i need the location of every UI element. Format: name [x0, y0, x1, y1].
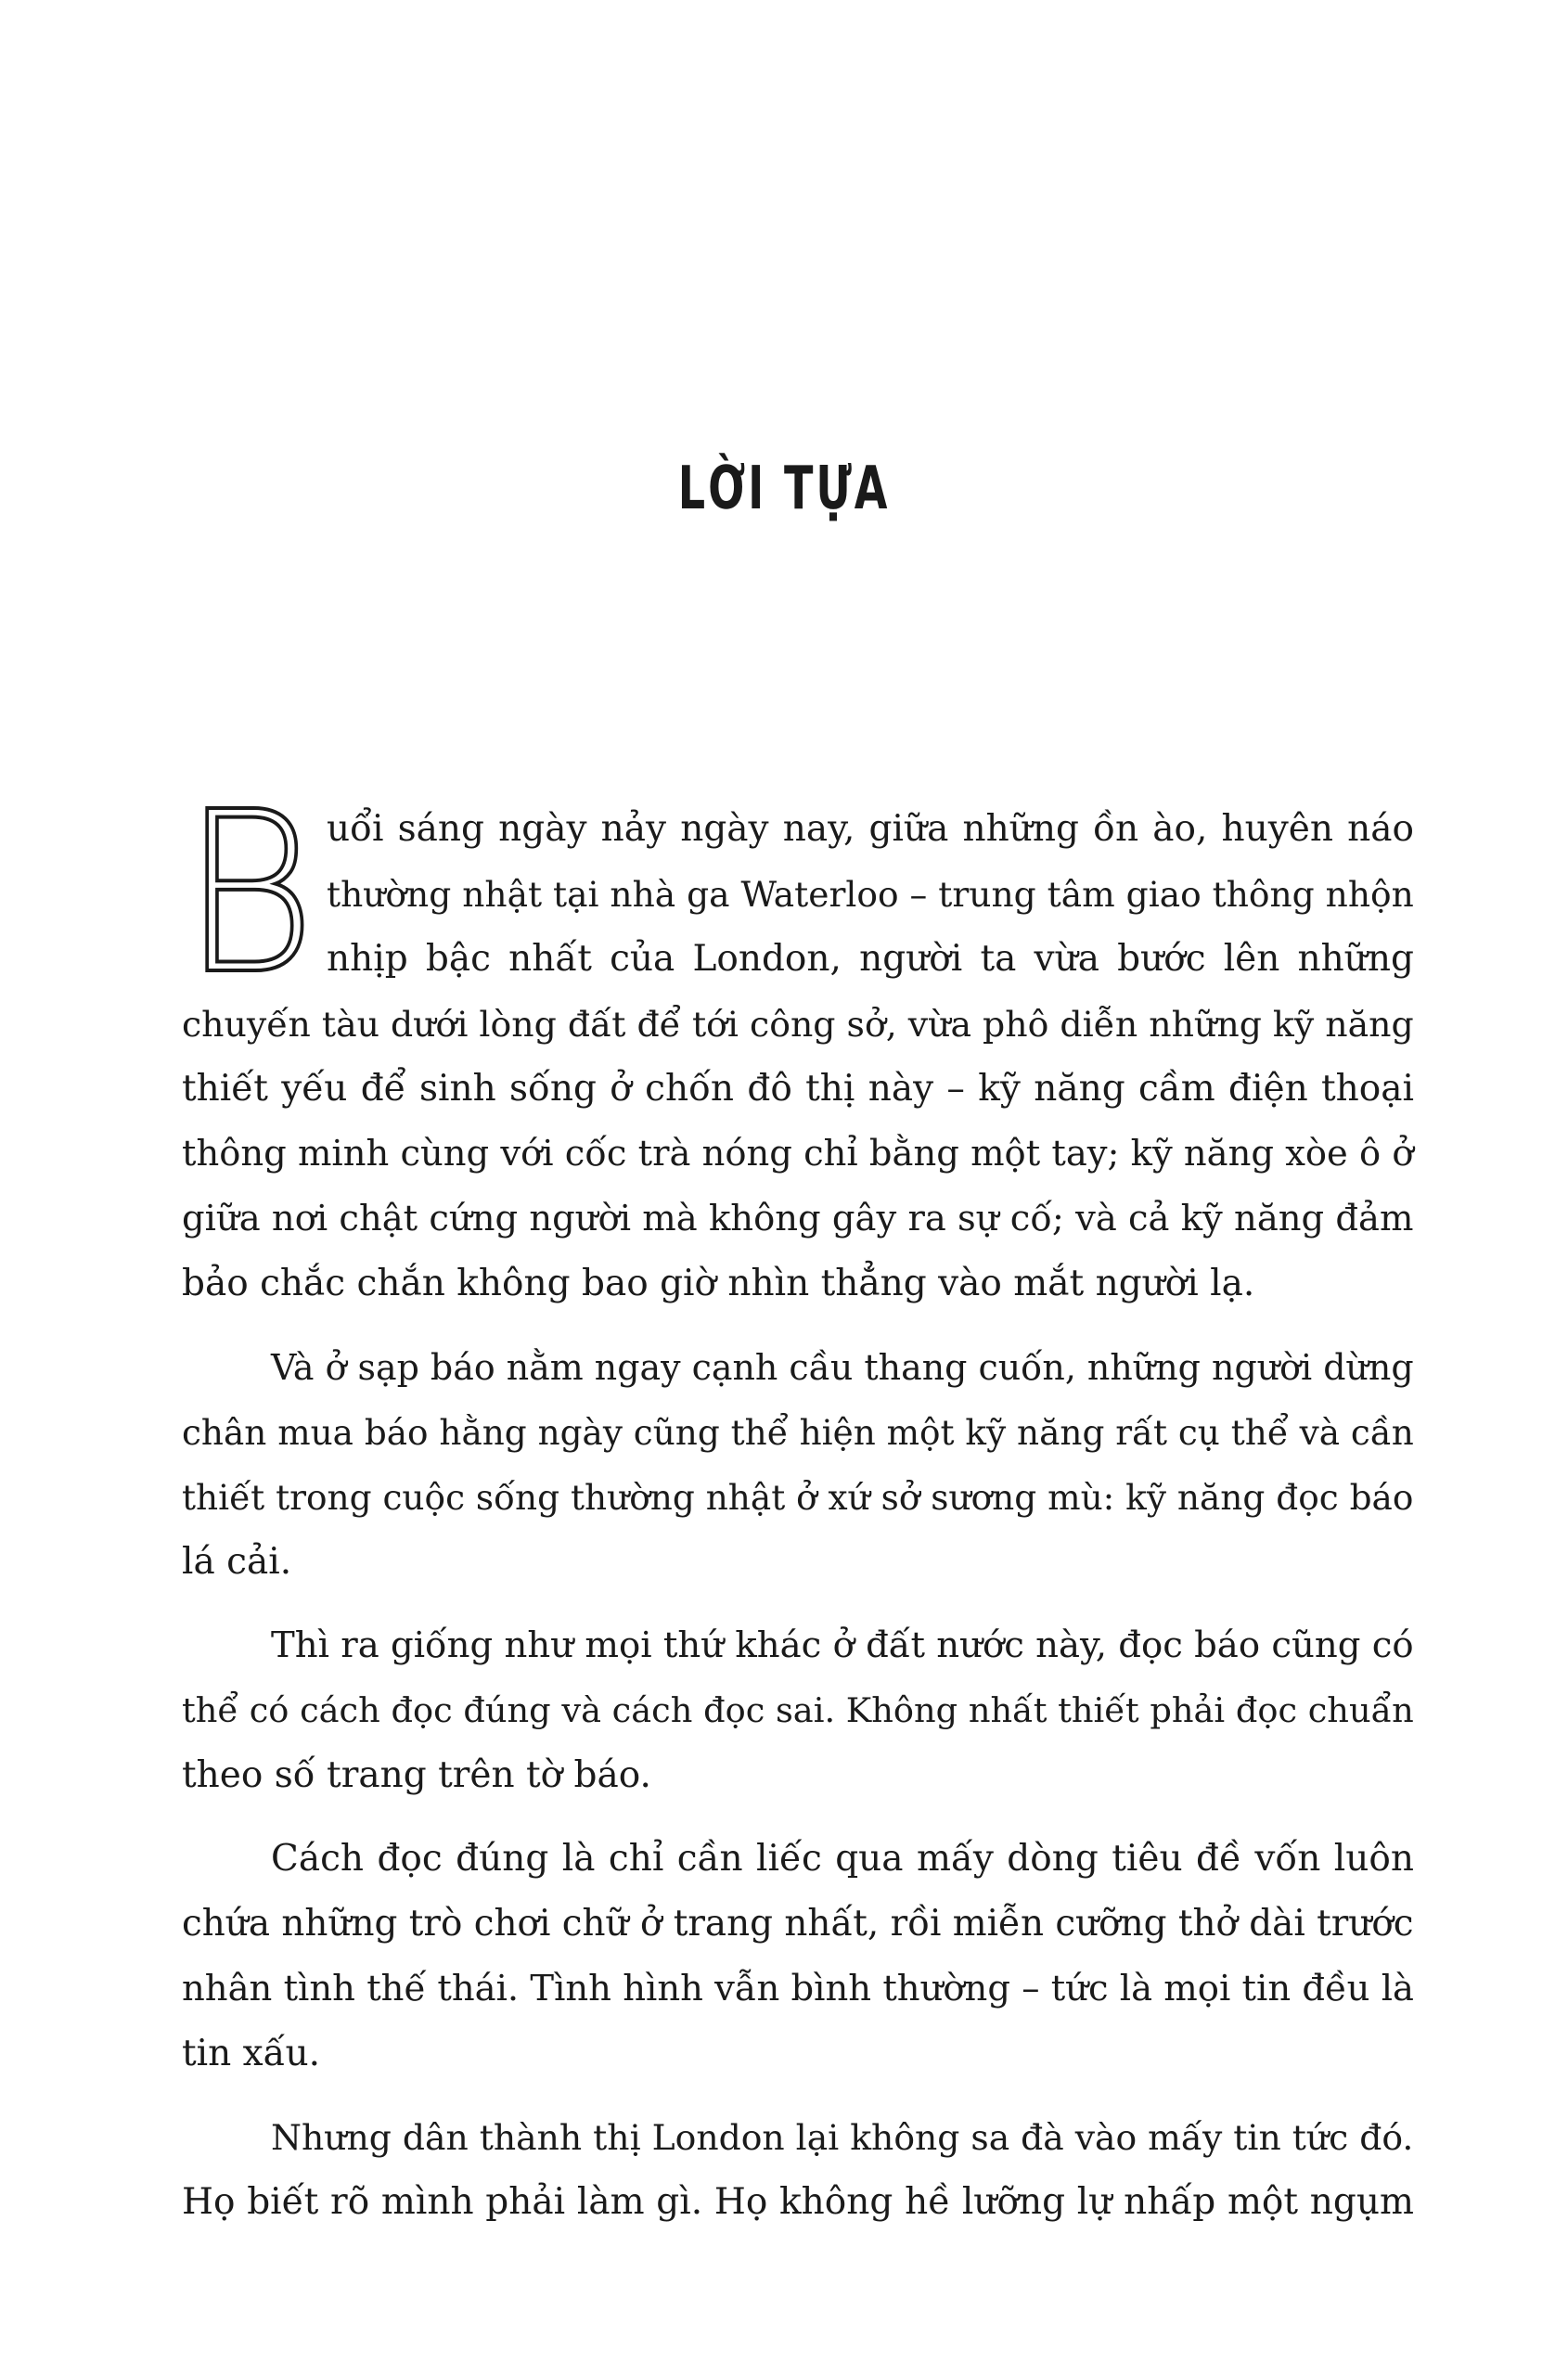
paragraph-line: uổi sáng ngày nảy ngày nay, giữa những ồn ào, huyên náo — [327, 808, 1414, 850]
paragraph-line: chứa những trò chơi chữ ở trang nhất, rồi miễn cưỡng thở dài trước — [182, 1903, 1414, 1945]
paragraph-line: thường nhật tại nhà ga Waterloo – trung tâm giao thông nhộn — [327, 874, 1414, 915]
paragraph-line: tin xấu. — [182, 2033, 321, 2074]
paragraph-line: Và ở sạp báo nằm ngay cạnh cầu thang cuốn, những người dừng — [271, 1347, 1414, 1388]
drop-cap: B — [182, 764, 316, 1023]
paragraph-line: nhịp bậc nhất của London, người ta vừa bước lên những — [327, 938, 1414, 980]
paragraph-line: thiết yếu để sinh sống ở chốn đô thị này – kỹ năng cầm điện thoại — [182, 1068, 1414, 1110]
paragraph-line: Nhưng dân thành thị London lại không sa đà vào mấy tin tức đó. — [271, 2117, 1414, 2158]
paragraph-line: thông minh cùng với cốc trà nóng chỉ bằng một tay; kỹ năng xòe ô ở — [182, 1133, 1414, 1175]
paragraph-line: bảo chắc chắn không bao giờ nhìn thẳng vào mắt người lạ. — [182, 1263, 1255, 1304]
page-title: LỜI TỰA — [677, 455, 891, 523]
paragraph-line: chuyến tàu dưới lòng đất để tới công sở, vừa phô diễn những kỹ năng — [182, 1004, 1414, 1045]
paragraph-line: Cách đọc đúng là chỉ cần liếc qua mấy dòng tiêu đề vốn luôn — [271, 1838, 1414, 1880]
paragraph-line: giữa nơi chật cứng người mà không gây ra sự cố; và cả kỹ năng đảm — [182, 1198, 1414, 1239]
paragraph-line: nhân tình thế thái. Tình hình vẫn bình thường – tức là mọi tin đều là — [182, 1968, 1414, 2009]
paragraph-line: thể có cách đọc đúng và cách đọc sai. Không nhất thiết phải đọc chuẩn — [182, 1690, 1414, 1730]
paragraph-line: chân mua báo hằng ngày cũng thể hiện một kỹ năng rất cụ thể và cần — [182, 1412, 1414, 1453]
paragraph-line: lá cải. — [182, 1541, 292, 1583]
paragraph-line: theo số trang trên tờ báo. — [182, 1754, 651, 1796]
paragraph-line: thiết trong cuộc sống thường nhật ở xứ sở sương mù: kỹ năng đọc báo — [182, 1477, 1414, 1518]
paragraph-line: Họ biết rõ mình phải làm gì. Họ không hề lưỡng lự nhấp một ngụm — [182, 2181, 1414, 2223]
paragraph-line: Thì ra giống như mọi thứ khác ở đất nước này, đọc báo cũng có — [271, 1624, 1414, 1666]
